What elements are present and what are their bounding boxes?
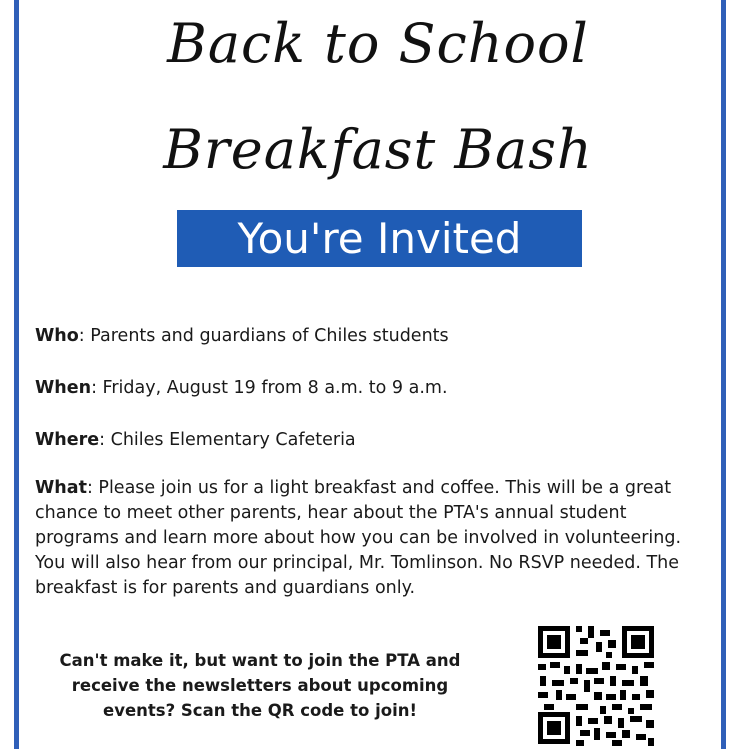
what-text: : Please join us for a light breakfast and coffee. This will be a great chance to meet other parents, hear about the PTA's annual student programs and learn more about how you can be involved in volunteering. You will also hear from our principal, Mr. Tomlinson. No RSVP needed. The breakfast is for parents and guardians only. <box>35 478 682 598</box>
what-label: What <box>35 478 87 498</box>
when-text: : Friday, August 19 from 8 a.m. to 9 a.m. <box>91 378 448 398</box>
when-label: When <box>35 378 92 398</box>
who-label: Who <box>35 326 79 346</box>
invite-banner-text: You're Invited <box>237 213 522 263</box>
where-label: Where <box>35 430 100 450</box>
who-line <box>35 324 715 349</box>
qr-code-icon <box>536 624 656 749</box>
right-border-line <box>721 0 726 749</box>
title-line-2: Breakfast Bash <box>163 118 593 181</box>
where-line <box>35 428 715 453</box>
where-text: : Chiles Elementary Cafeteria <box>99 430 356 450</box>
title-line-1: Back to School <box>167 12 589 75</box>
left-border-line <box>14 0 19 749</box>
what-paragraph <box>35 476 715 601</box>
when-line <box>35 376 715 401</box>
who-text: : Parents and guardians of Chiles students <box>78 326 449 346</box>
join-pta-callout: Can't make it, but want to join the PTA and receive the newsletters about upcoming events? Scan the QR code to join! <box>59 651 461 720</box>
qr-code[interactable] <box>536 624 656 749</box>
invite-banner <box>177 210 582 267</box>
